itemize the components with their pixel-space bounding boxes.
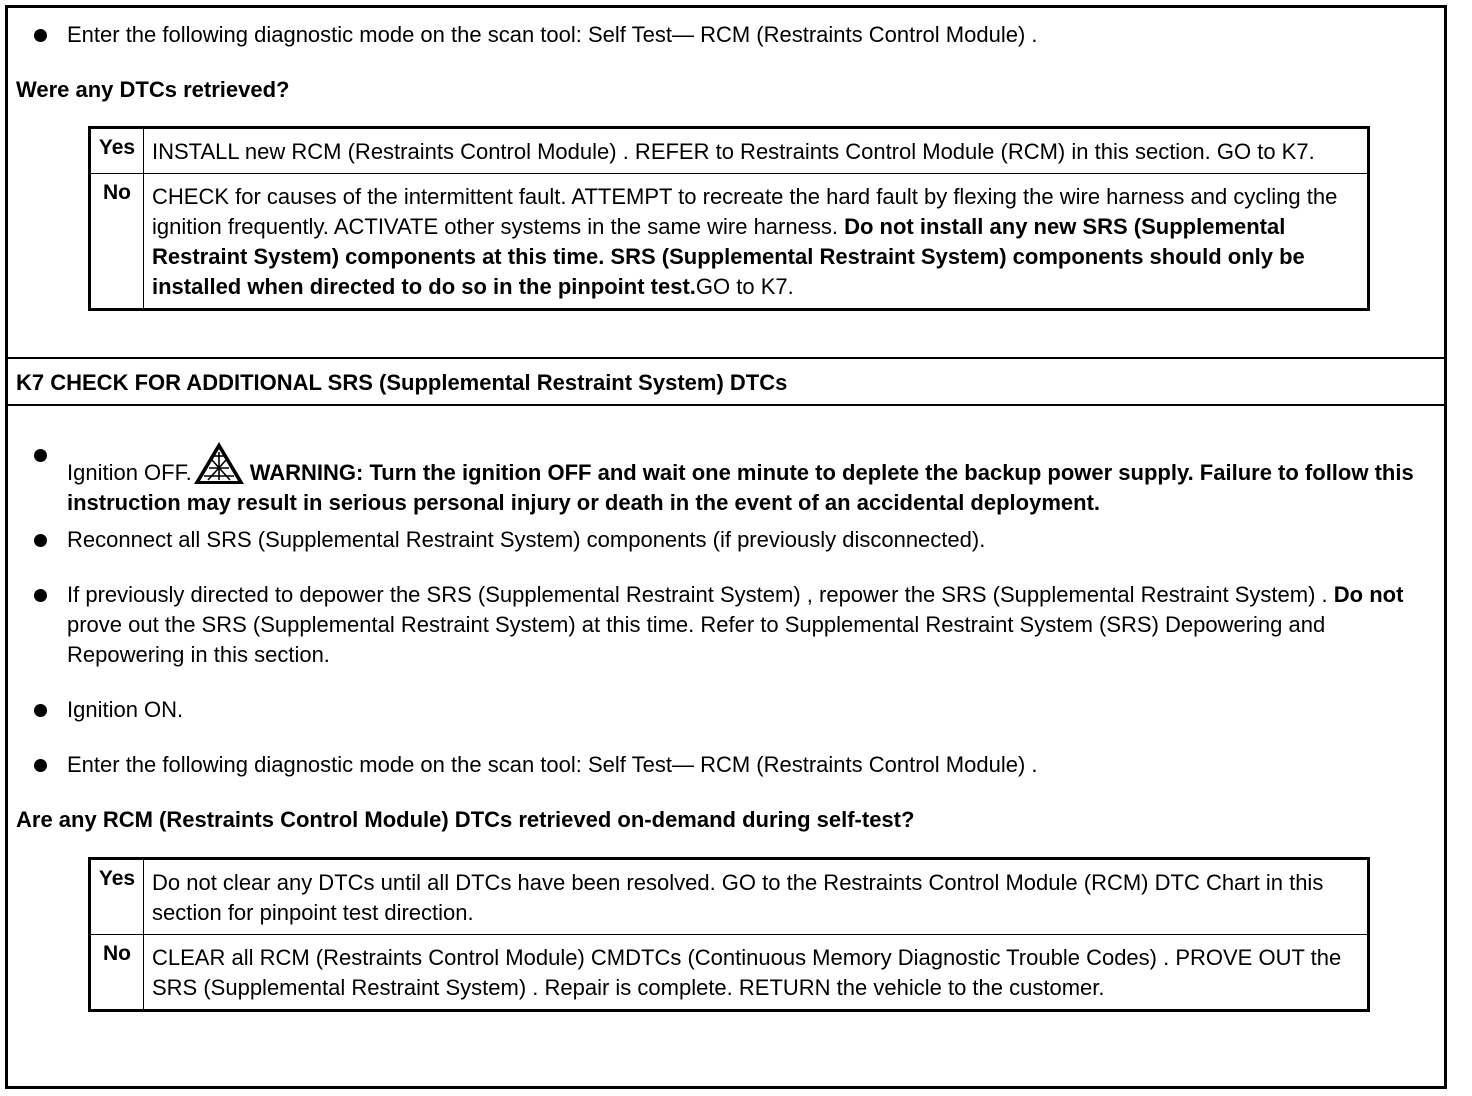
answer-text-bold: Do not install any new SRS (Supplemental Restraint System) components at this time. SRS (Supplemental Restraint System) components should only be installed when directed to do so in the pinpoint test.	[152, 214, 1305, 299]
answer-table-a	[88, 126, 1370, 311]
answer-text-yes: INSTALL new RCM (Restraints Control Module) . REFER to Restraints Control Module (RCM) in this section. GO to K7.	[144, 128, 1369, 174]
answer-text-end: GO to K7.	[695, 274, 794, 299]
bullet-dot-icon	[34, 759, 47, 772]
answer-text-yes: Do not clear any DTCs until all DTCs have been resolved. GO to the Restraints Control Module (RCM) DTC Chart in this section for pinpoint test direction.	[144, 859, 1369, 935]
bullet-text-plain: prove out the SRS (Supplemental Restraint System) at this time. Refer to Supplemental Restraint System (SRS) Depowering and Repowering in this section.	[67, 612, 1326, 667]
table-row	[90, 174, 1369, 310]
bullet-text-bold: WARNING: Turn the ignition OFF and wait one minute to deplete the backup power supply. Failure to follow this instruction may result in serious personal injury or death in the event of an accidental deployment.	[67, 460, 1414, 515]
table-row	[90, 128, 1369, 174]
table-row	[90, 859, 1369, 935]
warning-triangle-icon	[192, 440, 246, 486]
document-frame	[5, 5, 1447, 1089]
answer-text-no	[144, 174, 1369, 310]
section-divider	[8, 404, 1444, 406]
answer-label-yes: Yes	[90, 128, 144, 174]
bullet-text: Ignition ON.	[67, 697, 184, 722]
bullet-dot-icon	[34, 449, 47, 462]
bullet-text: Enter the following diagnostic mode on the scan tool: Self Test— RCM (Restraints Control Module) .	[67, 22, 1038, 47]
bullet-text	[67, 580, 1445, 670]
bullet-dot-icon	[34, 589, 47, 602]
bullet-dot-icon	[34, 29, 47, 42]
bullet-text	[67, 440, 1445, 518]
bullet-text-bold: Do not	[1333, 582, 1404, 607]
section-header-k7: K7 CHECK FOR ADDITIONAL SRS (Supplemental Restraint System) DTCs	[16, 370, 788, 395]
answer-label-no: No	[90, 174, 144, 310]
answer-label-yes: Yes	[90, 859, 144, 935]
table-row	[90, 935, 1369, 1011]
question-dtcs-retrieved: Were any DTCs retrieved?	[16, 77, 290, 102]
bullet-text: Enter the following diagnostic mode on the scan tool: Self Test— RCM (Restraints Control Module) .	[67, 752, 1038, 777]
answer-text-no: CLEAR all RCM (Restraints Control Module) CMDTCs (Continuous Memory Diagnostic Trouble Codes) . PROVE OUT the SRS (Supplemental Restraint System) . Repair is complete. RETURN the vehicle to the customer.	[144, 935, 1369, 1011]
bullet-dot-icon	[34, 704, 47, 717]
answer-text-plain: CHECK for causes of the intermittent fault. ATTEMPT to recreate the hard fault by flexing the wire harness and cycling the ignition frequently. ACTIVATE other systems in the same wire harness.	[152, 184, 1338, 239]
question-rcm-dtcs-on-demand: Are any RCM (Restraints Control Module) DTCs retrieved on-demand during self-test?	[16, 807, 915, 832]
bullet-text: Reconnect all SRS (Supplemental Restraint System) components (if previously disconnected).	[67, 527, 986, 552]
answer-table-k7	[88, 857, 1370, 1012]
bullet-text-plain: Ignition OFF.	[67, 460, 192, 485]
bullet-text-plain: If previously directed to depower the SRS (Supplemental Restraint System) , repower the SRS (Supplemental Restraint System) .	[67, 582, 1334, 607]
bullet-dot-icon	[34, 534, 47, 547]
answer-label-no: No	[90, 935, 144, 1011]
section-divider	[8, 357, 1444, 359]
